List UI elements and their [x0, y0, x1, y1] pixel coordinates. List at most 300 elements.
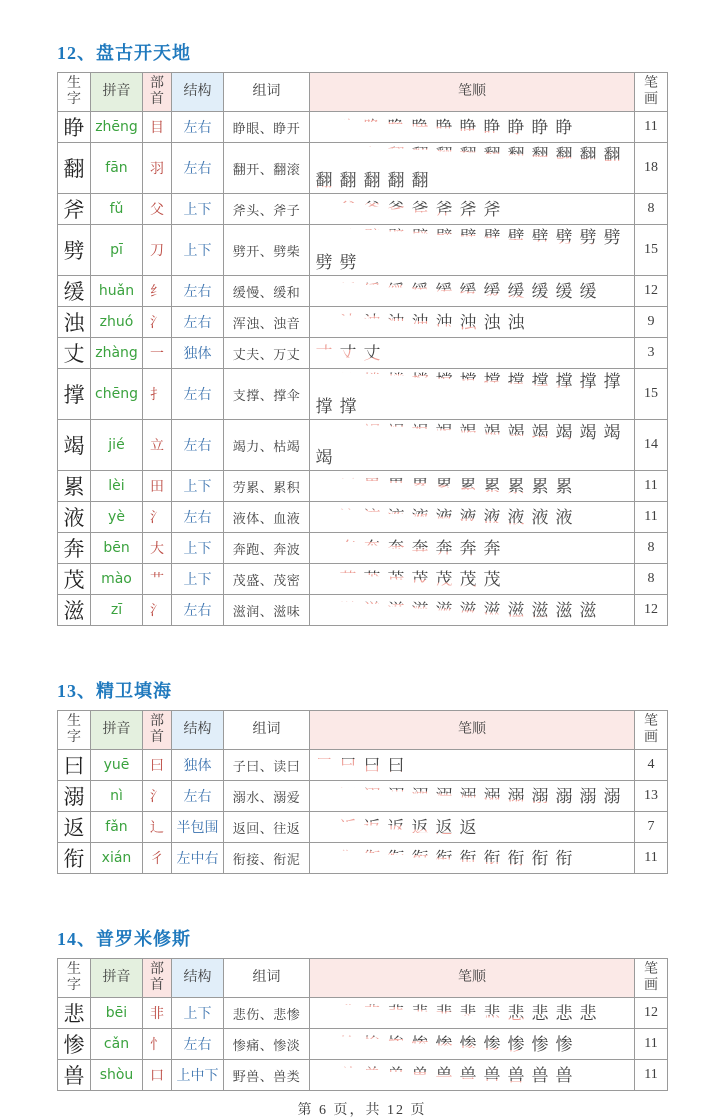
stroke-step-glyph: 悲 — [577, 1001, 599, 1026]
words-cell: 翻开、翻滚 — [224, 143, 310, 194]
stroke-step-glyph: 兽 — [337, 1063, 359, 1088]
stroke-step-glyph: 翻 — [409, 143, 431, 168]
stroke-step-glyph: 劈 — [361, 225, 383, 250]
new-character-cell: 悲 — [58, 998, 91, 1029]
stroke-step-glyph: 返 — [337, 815, 359, 840]
stroke-step-glyph: 衔 — [433, 846, 455, 871]
structure-cell: 左右 — [172, 307, 224, 338]
header-label-line: 部 — [150, 76, 164, 91]
stroke-step-glyph: 翻 — [529, 143, 551, 168]
stroke-count-cell: 8 — [635, 533, 668, 564]
stroke-order-cell — [310, 750, 635, 781]
stroke-order-steps — [310, 279, 634, 304]
stroke-count-cell: 18 — [635, 143, 668, 194]
character-row — [58, 843, 668, 874]
words-cell: 斧头、斧子 — [224, 194, 310, 225]
header-label-line: 画 — [644, 978, 658, 993]
structure-cell: 上下 — [172, 533, 224, 564]
header-label-line: 画 — [644, 92, 658, 107]
structure-cell: 左右 — [172, 595, 224, 626]
stroke-step-glyph: 兽 — [505, 1063, 527, 1088]
new-character-cell: 溺 — [58, 781, 91, 812]
header-label-line: 部 — [150, 962, 164, 977]
structure-cell: 独体 — [172, 338, 224, 369]
structure-cell: 上下 — [172, 471, 224, 502]
new-character-cell: 累 — [58, 471, 91, 502]
header-label-line: 画 — [644, 730, 658, 745]
stroke-step-glyph: 斧 — [361, 197, 383, 222]
stroke-order-cell — [310, 595, 635, 626]
stroke-step-glyph: 滋 — [337, 598, 359, 623]
pinyin-cell: nì — [91, 781, 143, 812]
header-label-line: 生 — [67, 962, 81, 977]
stroke-step-glyph: 睁 — [409, 115, 431, 140]
stroke-step-glyph: 惨 — [529, 1032, 551, 1057]
stroke-step-glyph: 缓 — [313, 279, 335, 304]
header-label-line: 字 — [67, 730, 81, 745]
words-cell: 溺水、溺爱 — [224, 781, 310, 812]
stroke-order-cell — [310, 533, 635, 564]
pinyin-cell: zhuó — [91, 307, 143, 338]
stroke-step-glyph: 浊 — [337, 310, 359, 335]
character-row — [58, 307, 668, 338]
stroke-step-glyph: 浊 — [361, 310, 383, 335]
stroke-order-cell — [310, 194, 635, 225]
stroke-step-glyph: 翻 — [337, 143, 359, 168]
stroke-step-glyph: 竭 — [337, 420, 359, 445]
pinyin-cell: fǎn — [91, 812, 143, 843]
stroke-step-glyph: 溺 — [577, 784, 599, 809]
stroke-step-glyph: 返 — [313, 815, 335, 840]
stroke-step-glyph: 奔 — [385, 536, 407, 561]
stroke-count-cell: 13 — [635, 781, 668, 812]
stroke-step-glyph: 睁 — [337, 115, 359, 140]
new-character-cell: 滋 — [58, 595, 91, 626]
stroke-step-glyph: 滋 — [313, 598, 335, 623]
header-words: 组词 — [224, 711, 310, 750]
stroke-step-glyph: 茂 — [481, 567, 503, 592]
stroke-step-glyph: 劈 — [385, 225, 407, 250]
stroke-order-cell — [310, 502, 635, 533]
new-character-cell: 缓 — [58, 276, 91, 307]
pinyin-cell: shòu — [91, 1060, 143, 1091]
header-label-line: 字 — [67, 978, 81, 993]
stroke-order-steps — [310, 598, 634, 623]
stroke-step-glyph: 翻 — [385, 168, 407, 193]
stroke-order-cell — [310, 112, 635, 143]
radical-cell: 氵 — [143, 781, 172, 812]
structure-cell: 左右 — [172, 143, 224, 194]
stroke-step-glyph: 悲 — [313, 1001, 335, 1026]
stroke-step-glyph: 撑 — [577, 369, 599, 394]
stroke-step-glyph: 奔 — [361, 536, 383, 561]
stroke-step-glyph: 衔 — [385, 846, 407, 871]
stroke-step-glyph: 翻 — [313, 168, 335, 193]
stroke-step-glyph: 茂 — [385, 567, 407, 592]
pinyin-cell: zhēng — [91, 112, 143, 143]
stroke-step-glyph: 兽 — [457, 1063, 479, 1088]
stroke-order-cell — [310, 338, 635, 369]
stroke-step-glyph: 兽 — [385, 1063, 407, 1088]
stroke-step-glyph: 滋 — [361, 598, 383, 623]
words-cell: 奔跑、奔波 — [224, 533, 310, 564]
structure-cell: 左右 — [172, 369, 224, 420]
stroke-order-cell — [310, 143, 635, 194]
words-cell: 返回、往返 — [224, 812, 310, 843]
header-radical — [143, 711, 172, 750]
header-label-line: 笔 — [644, 76, 658, 91]
stroke-step-glyph: 竭 — [601, 420, 623, 445]
stroke-order-steps — [310, 505, 634, 530]
structure-cell: 上中下 — [172, 1060, 224, 1091]
stroke-step-glyph: 曰 — [313, 753, 335, 778]
stroke-step-glyph: 液 — [481, 505, 503, 530]
header-label-line: 笔 — [644, 714, 658, 729]
pinyin-cell: fǔ — [91, 194, 143, 225]
stroke-step-glyph: 悲 — [553, 1001, 575, 1026]
stroke-step-glyph: 衔 — [553, 846, 575, 871]
stroke-order-cell — [310, 843, 635, 874]
header-radical — [143, 959, 172, 998]
stroke-order-steps — [310, 310, 634, 335]
structure-cell: 左右 — [172, 1029, 224, 1060]
header-pinyin: 拼音 — [91, 959, 143, 998]
stroke-order-cell — [310, 1060, 635, 1091]
stroke-step-glyph: 惨 — [481, 1032, 503, 1057]
header-stroke-count — [635, 73, 668, 112]
character-row — [58, 1029, 668, 1060]
radical-cell: 氵 — [143, 307, 172, 338]
header-char — [58, 711, 91, 750]
header-label-line: 首 — [150, 730, 164, 745]
stroke-step-glyph: 撑 — [601, 369, 623, 394]
character-row — [58, 194, 668, 225]
structure-cell: 左右 — [172, 420, 224, 471]
new-character-cell: 撑 — [58, 369, 91, 420]
pinyin-cell: jié — [91, 420, 143, 471]
header-stroke-order: 笔顺 — [310, 711, 635, 750]
new-character-cell: 奔 — [58, 533, 91, 564]
stroke-step-glyph: 液 — [553, 505, 575, 530]
new-character-cell: 茂 — [58, 564, 91, 595]
structure-cell: 上下 — [172, 564, 224, 595]
stroke-step-glyph: 衔 — [457, 846, 479, 871]
section-title: 12、盘古开天地 — [57, 43, 191, 63]
stroke-order-steps — [310, 536, 634, 561]
stroke-step-glyph: 竭 — [313, 420, 335, 445]
stroke-step-glyph: 兽 — [361, 1063, 383, 1088]
radical-cell: 氵 — [143, 502, 172, 533]
stroke-step-glyph: 兽 — [529, 1063, 551, 1088]
structure-cell: 左右 — [172, 112, 224, 143]
stroke-step-glyph: 返 — [409, 815, 431, 840]
stroke-step-glyph: 累 — [481, 474, 503, 499]
stroke-step-glyph: 衔 — [313, 846, 335, 871]
lesson-section — [57, 42, 667, 626]
stroke-order-cell — [310, 564, 635, 595]
stroke-order-steps — [310, 197, 634, 222]
stroke-count-cell: 7 — [635, 812, 668, 843]
stroke-step-glyph: 液 — [433, 505, 455, 530]
character-row — [58, 112, 668, 143]
stroke-order-steps — [310, 225, 634, 275]
stroke-step-glyph: 睁 — [457, 115, 479, 140]
stroke-step-glyph: 缓 — [409, 279, 431, 304]
stroke-count-cell: 11 — [635, 1060, 668, 1091]
stroke-count-cell: 12 — [635, 595, 668, 626]
stroke-step-glyph: 撑 — [337, 369, 359, 394]
stroke-step-glyph: 累 — [337, 474, 359, 499]
stroke-step-glyph: 撑 — [505, 369, 527, 394]
stroke-count-cell: 3 — [635, 338, 668, 369]
stroke-step-glyph: 奔 — [481, 536, 503, 561]
radical-cell: 口 — [143, 1060, 172, 1091]
character-row — [58, 338, 668, 369]
stroke-step-glyph: 曰 — [337, 753, 359, 778]
structure-cell: 上下 — [172, 998, 224, 1029]
stroke-count-cell: 9 — [635, 307, 668, 338]
stroke-step-glyph: 撑 — [385, 369, 407, 394]
pinyin-cell: yuē — [91, 750, 143, 781]
pinyin-cell: zī — [91, 595, 143, 626]
stroke-step-glyph: 滋 — [505, 598, 527, 623]
header-structure: 结构 — [172, 959, 224, 998]
stroke-step-glyph: 睁 — [505, 115, 527, 140]
lesson-section — [57, 680, 667, 874]
stroke-step-glyph: 奔 — [457, 536, 479, 561]
stroke-step-glyph: 浊 — [457, 310, 479, 335]
stroke-step-glyph: 撑 — [337, 394, 359, 419]
stroke-count-cell: 11 — [635, 843, 668, 874]
stroke-order-cell — [310, 225, 635, 276]
stroke-step-glyph: 丈 — [361, 341, 383, 366]
stroke-step-glyph: 衔 — [505, 846, 527, 871]
stroke-step-glyph: 劈 — [529, 225, 551, 250]
structure-cell: 上下 — [172, 194, 224, 225]
stroke-step-glyph: 缓 — [505, 279, 527, 304]
stroke-step-glyph: 返 — [457, 815, 479, 840]
stroke-step-glyph: 滋 — [553, 598, 575, 623]
stroke-step-glyph: 撑 — [481, 369, 503, 394]
stroke-step-glyph: 液 — [337, 505, 359, 530]
radical-cell: 彳 — [143, 843, 172, 874]
stroke-step-glyph: 液 — [385, 505, 407, 530]
stroke-step-glyph: 浊 — [313, 310, 335, 335]
stroke-order-steps — [310, 1032, 634, 1057]
pinyin-cell: bēn — [91, 533, 143, 564]
stroke-step-glyph: 缓 — [433, 279, 455, 304]
stroke-step-glyph: 竭 — [529, 420, 551, 445]
stroke-order-steps — [310, 420, 634, 470]
stroke-step-glyph: 翻 — [577, 143, 599, 168]
stroke-step-glyph: 滋 — [385, 598, 407, 623]
stroke-step-glyph: 翻 — [601, 143, 623, 168]
radical-cell: 纟 — [143, 276, 172, 307]
stroke-step-glyph: 曰 — [361, 753, 383, 778]
stroke-step-glyph: 惨 — [361, 1032, 383, 1057]
stroke-step-glyph: 劈 — [553, 225, 575, 250]
header-label-line: 笔 — [644, 962, 658, 977]
character-row — [58, 502, 668, 533]
stroke-step-glyph: 茂 — [457, 567, 479, 592]
stroke-step-glyph: 翻 — [409, 168, 431, 193]
radical-cell: 立 — [143, 420, 172, 471]
new-character-cell: 丈 — [58, 338, 91, 369]
new-character-cell: 竭 — [58, 420, 91, 471]
stroke-step-glyph: 劈 — [313, 250, 335, 275]
stroke-step-glyph: 溺 — [409, 784, 431, 809]
stroke-step-glyph: 衔 — [361, 846, 383, 871]
new-character-cell: 液 — [58, 502, 91, 533]
stroke-step-glyph: 竭 — [433, 420, 455, 445]
stroke-step-glyph: 衔 — [409, 846, 431, 871]
new-character-cell: 曰 — [58, 750, 91, 781]
stroke-count-cell: 14 — [635, 420, 668, 471]
character-table — [57, 72, 668, 626]
stroke-step-glyph: 返 — [433, 815, 455, 840]
header-radical — [143, 73, 172, 112]
words-cell: 缓慢、缓和 — [224, 276, 310, 307]
stroke-step-glyph: 缓 — [529, 279, 551, 304]
structure-cell: 左右 — [172, 502, 224, 533]
words-cell: 竭力、枯竭 — [224, 420, 310, 471]
stroke-step-glyph: 惨 — [409, 1032, 431, 1057]
stroke-step-glyph: 睁 — [361, 115, 383, 140]
structure-cell: 左右 — [172, 781, 224, 812]
stroke-step-glyph: 缓 — [481, 279, 503, 304]
character-row — [58, 564, 668, 595]
stroke-step-glyph: 衔 — [481, 846, 503, 871]
stroke-step-glyph: 撑 — [313, 394, 335, 419]
pinyin-cell: cǎn — [91, 1029, 143, 1060]
stroke-step-glyph: 累 — [457, 474, 479, 499]
stroke-step-glyph: 翻 — [481, 143, 503, 168]
lesson-section — [57, 928, 667, 1091]
stroke-step-glyph: 睁 — [553, 115, 575, 140]
section-title: 14、普罗米修斯 — [57, 929, 191, 949]
stroke-step-glyph: 斧 — [433, 197, 455, 222]
stroke-step-glyph: 液 — [313, 505, 335, 530]
radical-cell: 氵 — [143, 595, 172, 626]
stroke-step-glyph: 丈 — [313, 341, 335, 366]
stroke-step-glyph: 惨 — [553, 1032, 575, 1057]
stroke-order-steps — [310, 369, 634, 419]
stroke-count-cell: 11 — [635, 471, 668, 502]
stroke-step-glyph: 缓 — [337, 279, 359, 304]
stroke-step-glyph: 滋 — [457, 598, 479, 623]
pinyin-cell: pī — [91, 225, 143, 276]
stroke-step-glyph: 茂 — [361, 567, 383, 592]
stroke-step-glyph: 撑 — [433, 369, 455, 394]
stroke-order-steps — [310, 341, 634, 366]
stroke-order-steps — [310, 115, 634, 140]
stroke-step-glyph: 累 — [433, 474, 455, 499]
stroke-step-glyph: 睁 — [313, 115, 335, 140]
stroke-step-glyph: 缓 — [385, 279, 407, 304]
stroke-step-glyph: 翻 — [433, 143, 455, 168]
stroke-count-cell: 11 — [635, 112, 668, 143]
stroke-step-glyph: 奔 — [433, 536, 455, 561]
stroke-order-cell — [310, 307, 635, 338]
structure-cell: 左右 — [172, 276, 224, 307]
stroke-step-glyph: 劈 — [457, 225, 479, 250]
new-character-cell: 睁 — [58, 112, 91, 143]
stroke-count-cell: 12 — [635, 998, 668, 1029]
section-title: 13、精卫填海 — [57, 681, 172, 701]
stroke-step-glyph: 兽 — [433, 1063, 455, 1088]
pinyin-cell: bēi — [91, 998, 143, 1029]
stroke-step-glyph: 兽 — [553, 1063, 575, 1088]
stroke-step-glyph: 溺 — [505, 784, 527, 809]
stroke-step-glyph: 兽 — [481, 1063, 503, 1088]
stroke-step-glyph: 悲 — [529, 1001, 551, 1026]
stroke-order-steps — [310, 1063, 634, 1088]
stroke-step-glyph: 竭 — [457, 420, 479, 445]
stroke-order-steps — [310, 753, 634, 778]
stroke-step-glyph: 竭 — [481, 420, 503, 445]
stroke-step-glyph: 液 — [409, 505, 431, 530]
stroke-step-glyph: 撑 — [313, 369, 335, 394]
stroke-step-glyph: 曰 — [385, 753, 407, 778]
stroke-step-glyph: 斧 — [409, 197, 431, 222]
stroke-step-glyph: 累 — [361, 474, 383, 499]
character-row — [58, 1060, 668, 1091]
stroke-step-glyph: 惨 — [313, 1032, 335, 1057]
stroke-step-glyph: 撑 — [553, 369, 575, 394]
stroke-step-glyph: 溺 — [433, 784, 455, 809]
stroke-step-glyph: 翻 — [361, 168, 383, 193]
stroke-step-glyph: 悲 — [409, 1001, 431, 1026]
words-cell: 野兽、兽类 — [224, 1060, 310, 1091]
radical-cell: 羽 — [143, 143, 172, 194]
stroke-step-glyph: 溺 — [529, 784, 551, 809]
stroke-step-glyph: 浊 — [433, 310, 455, 335]
stroke-step-glyph: 滋 — [481, 598, 503, 623]
stroke-step-glyph: 斧 — [337, 197, 359, 222]
words-cell: 睁眼、睁开 — [224, 112, 310, 143]
stroke-order-steps — [310, 846, 634, 871]
stroke-step-glyph: 竭 — [409, 420, 431, 445]
new-character-cell: 劈 — [58, 225, 91, 276]
stroke-step-glyph: 溺 — [337, 784, 359, 809]
table-header-row — [58, 711, 668, 750]
stroke-count-cell: 12 — [635, 276, 668, 307]
stroke-step-glyph: 悲 — [481, 1001, 503, 1026]
stroke-step-glyph: 浊 — [409, 310, 431, 335]
stroke-order-cell — [310, 276, 635, 307]
header-stroke-count — [635, 711, 668, 750]
stroke-step-glyph: 茂 — [409, 567, 431, 592]
radical-cell: 忄 — [143, 1029, 172, 1060]
stroke-step-glyph: 累 — [409, 474, 431, 499]
new-character-cell: 翻 — [58, 143, 91, 194]
page-footer: 第 6 页，共 12 页 — [297, 1103, 427, 1118]
stroke-step-glyph: 累 — [313, 474, 335, 499]
pinyin-cell: xián — [91, 843, 143, 874]
character-row — [58, 533, 668, 564]
character-row — [58, 420, 668, 471]
structure-cell: 上下 — [172, 225, 224, 276]
words-cell: 劈开、劈柴 — [224, 225, 310, 276]
stroke-order-cell — [310, 471, 635, 502]
stroke-step-glyph: 翻 — [337, 168, 359, 193]
header-label-line: 部 — [150, 714, 164, 729]
stroke-step-glyph: 斧 — [313, 197, 335, 222]
stroke-step-glyph: 溺 — [385, 784, 407, 809]
new-character-cell: 浊 — [58, 307, 91, 338]
stroke-step-glyph: 悲 — [433, 1001, 455, 1026]
stroke-step-glyph: 睁 — [529, 115, 551, 140]
